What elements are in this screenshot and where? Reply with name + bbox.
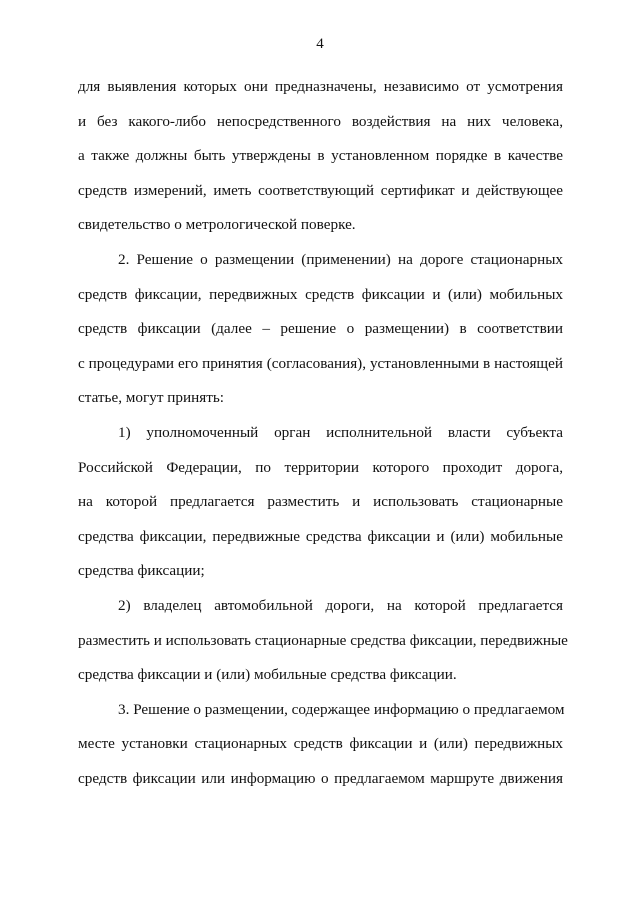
- text-line: с процедурами его принятия (согласования), установленными в настоящей: [78, 354, 563, 372]
- text-line: 3. Решение о размещении, содержащее информацию о предлагаемом: [118, 700, 565, 718]
- text-line: месте установки стационарных средств фиксации и (или) передвижных: [78, 735, 563, 753]
- text-line: а также должны быть утверждены в установленном порядке в качестве: [78, 147, 563, 165]
- text-line: средств фиксации (далее – решение о размещении) в соответствии: [78, 320, 563, 338]
- text-line: статье, могут принять:: [78, 389, 225, 407]
- text-line: и без какого-либо непосредственного воздействия на них человека,: [78, 112, 563, 130]
- text-line: средств фиксации или информацию о предлагаемом маршруте движения: [78, 769, 563, 787]
- text-line: 2) владелец автомобильной дороги, на которой предлагается: [118, 596, 563, 614]
- text-line: 1) уполномоченный орган исполнительной власти субъекта: [118, 423, 563, 441]
- text-line: средств фиксации, передвижных средств фиксации и (или) мобильных: [78, 285, 563, 303]
- text-line: для выявления которых они предназначены, независимо от усмотрения: [78, 78, 563, 95]
- page-number: 4: [316, 36, 324, 52]
- text-line: свидетельство о метрологической поверке.: [78, 216, 356, 234]
- document-body: [78, 70, 568, 796]
- text-line: 2. Решение о размещении (применении) на дороге стационарных: [118, 250, 563, 268]
- text-line: Российской Федерации, по территории которого проходит дорога,: [78, 458, 563, 476]
- text-line: средства фиксации и (или) мобильные средства фиксации.: [78, 666, 457, 684]
- text-line: разместить и использовать стационарные средства фиксации, передвижные: [78, 631, 568, 649]
- text-line: средства фиксации, передвижные средства фиксации и (или) мобильные: [78, 527, 563, 545]
- text-line: средств измерений, иметь соответствующий сертификат и действующее: [78, 181, 563, 199]
- text-line: средства фиксации;: [78, 562, 205, 580]
- text-line: на которой предлагается разместить и использовать стационарные: [78, 493, 563, 511]
